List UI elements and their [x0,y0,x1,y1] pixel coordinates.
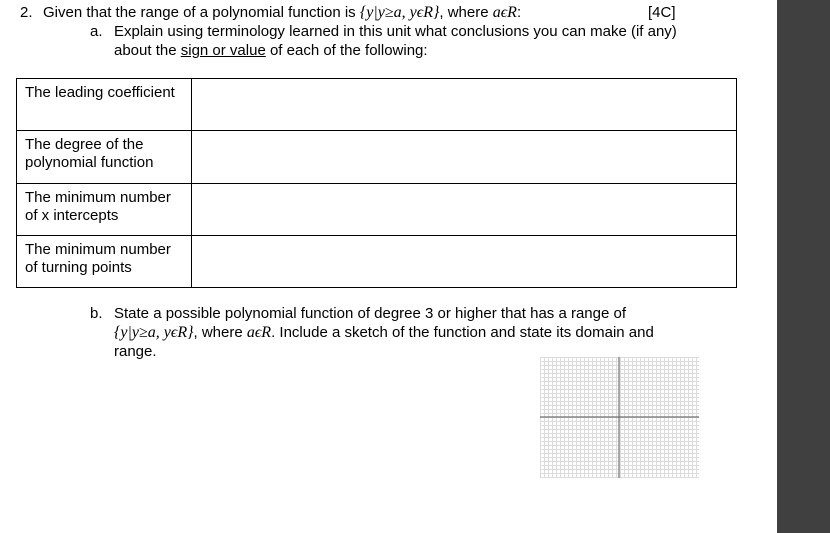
part-a-label: a. [90,23,103,40]
part-b-line-3: range. [114,343,157,360]
row-label-line-1: The minimum number [25,241,171,258]
question-colon: : [516,4,522,21]
part-b-line-2-post: . Include a sketch of the function and state its domain and [271,324,654,341]
sketch-grid[interactable] [540,357,699,478]
answer-cell-degree[interactable] [192,131,737,184]
table-row [17,79,737,131]
range-set-expression: {y|y≥a, yϵR} [114,324,194,341]
question-where: , where [439,4,493,21]
a-in-r-expression: aϵR [246,324,272,341]
row-label-leading-coefficient [17,79,192,131]
part-b-line-1: State a possible polynomial function of degree 3 or higher that has a range of [114,305,626,322]
row-label-line-2: polynomial function [25,154,154,171]
answer-cell-leading-coefficient[interactable] [192,79,737,131]
part-a-line-2 [114,42,428,60]
table-row [17,184,737,236]
row-label-line-2: of turning points [25,259,132,276]
marks-label: [4C] [648,4,676,21]
part-b-where: , where [193,324,247,341]
question-intro: Given that the range of a polynomial function is [43,4,360,21]
row-label-line-1: The minimum number [25,189,171,206]
question-number: 2. [20,4,33,21]
answer-cell-min-turning-points[interactable] [192,236,737,288]
table-row [17,131,737,184]
question-stem [43,4,521,22]
sketch-grid-svg [540,357,699,478]
part-a-line-2-post: of each of the following: [265,42,428,59]
part-b-label: b. [90,305,103,322]
row-label-line-1: The leading coefficient [25,84,175,101]
part-a-line-2-pre: about the [114,42,181,59]
row-label-line-2: of x intercepts [25,207,119,224]
vertical-scrollbar[interactable] [777,0,830,533]
row-label-min-turning-points [17,236,192,288]
row-label-min-x-intercepts [17,184,192,236]
row-label-line-1: The degree of the [25,136,144,153]
range-set-expression: {y|y≥a, yϵR} [359,4,440,21]
answer-cell-min-x-intercepts[interactable] [192,184,737,236]
answer-table [16,78,737,288]
table-row [17,236,737,288]
part-a-line-1: Explain using terminology learned in this unit what conclusions you can make (if any) [114,23,677,40]
a-in-r-expression: aϵR [492,4,517,21]
row-label-degree [17,131,192,184]
part-b-line-2 [114,324,654,342]
part-a-underlined-phrase: sign or value [180,42,266,59]
